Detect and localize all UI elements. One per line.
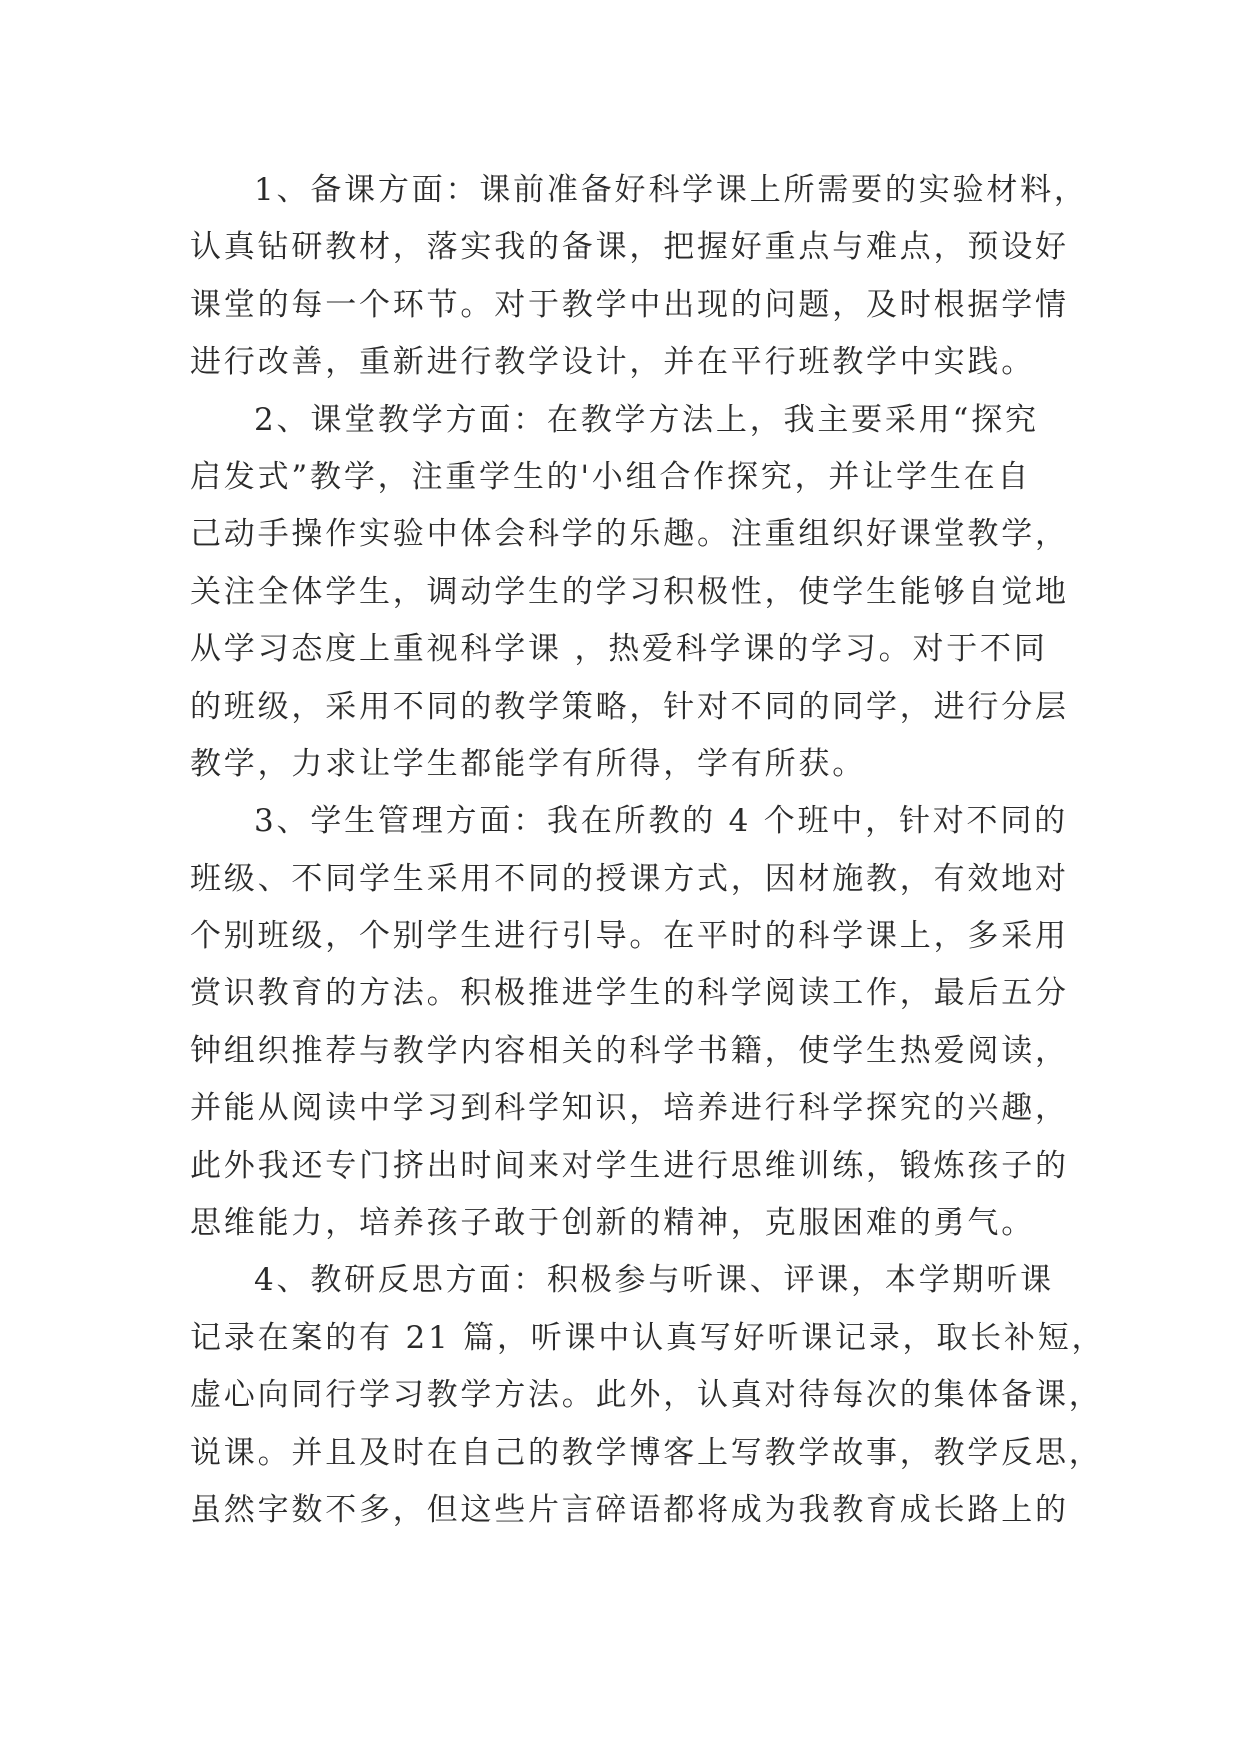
text-line: 教学，力求让学生都能学有所得，学有所获。 — [190, 745, 866, 782]
text-line: 己动手操作实验中体会科学的乐趣。注重组织好课堂教学， — [190, 516, 1069, 553]
text-line: 班级、不同学生采用不同的授课方式，因材施教，有效地对 — [190, 860, 1069, 897]
text-line: 启发式”教学，注重学生的'小组合作探究，并让学生在自 — [190, 458, 1032, 495]
text-line: 此外我还专门挤出时间来对学生进行思维训练，锻炼孩子的 — [190, 1147, 1069, 1184]
text-line: 1、备课方面：课前准备好科学课上所需要的实验材料， — [254, 172, 1088, 208]
text-line: 关注全体学生，调动学生的学习积极性，使学生能够自觉地 — [190, 573, 1069, 610]
paragraph-student-management — [190, 793, 1070, 1252]
text-line: 虽然字数不多，但这些片言碎语都将成为我教育成长路上的 — [190, 1491, 1069, 1528]
text-line: 进行改善，重新进行教学设计，并在平行班教学中实践。 — [190, 344, 1035, 381]
text-line: 3、学生管理方面：我在所教的 4 个班中，针对不同的 — [254, 803, 1068, 840]
text-line: 个别班级，个别学生进行引导。在平时的科学课上，多采用 — [190, 918, 1069, 955]
text-line: 赏识教育的方法。积极推进学生的科学阅读工作，最后五分 — [190, 975, 1069, 1012]
text-line: 认真钻研教材，落实我的备课，把握好重点与难点，预设好 — [190, 229, 1069, 266]
document-body — [190, 162, 1106, 1539]
text-line: 课堂的每一个环节。对于教学中出现的问题，及时根据学情 — [190, 286, 1069, 323]
text-line: 的班级，采用不同的教学策略，针对不同的同学，进行分层 — [190, 688, 1069, 725]
paragraph-classroom-teaching — [190, 392, 1070, 794]
text-line: 钟组织推荐与教学内容相关的科学书籍，使学生热爱阅读， — [190, 1032, 1069, 1069]
paragraph-lesson-preparation — [190, 162, 1088, 392]
text-line: 并能从阅读中学习到科学知识，培养进行科学探究的兴趣， — [190, 1090, 1069, 1127]
text-line: 4、教研反思方面：积极参与听课、评课，本学期听课 — [254, 1262, 1054, 1299]
text-line: 记录在案的有 21 篇，听课中认真写好听课记录，取长补短， — [190, 1319, 1106, 1356]
text-line: 2、课堂教学方面：在教学方法上，我主要采用“探究 — [254, 401, 1039, 438]
text-line: 从学习态度上重视科学课 ，热爱科学课的学习。对于不同 — [190, 631, 1048, 668]
text-line: 虚心向同行学习教学方法。此外，认真对待每次的集体备课， — [190, 1377, 1103, 1414]
text-line: 思维能力，培养孩子敢于创新的精神，克服困难的勇气。 — [190, 1205, 1035, 1242]
paragraph-teaching-research — [190, 1252, 1106, 1539]
text-line: 说课。并且及时在自己的教学博客上写教学故事，教学反思， — [190, 1434, 1103, 1471]
